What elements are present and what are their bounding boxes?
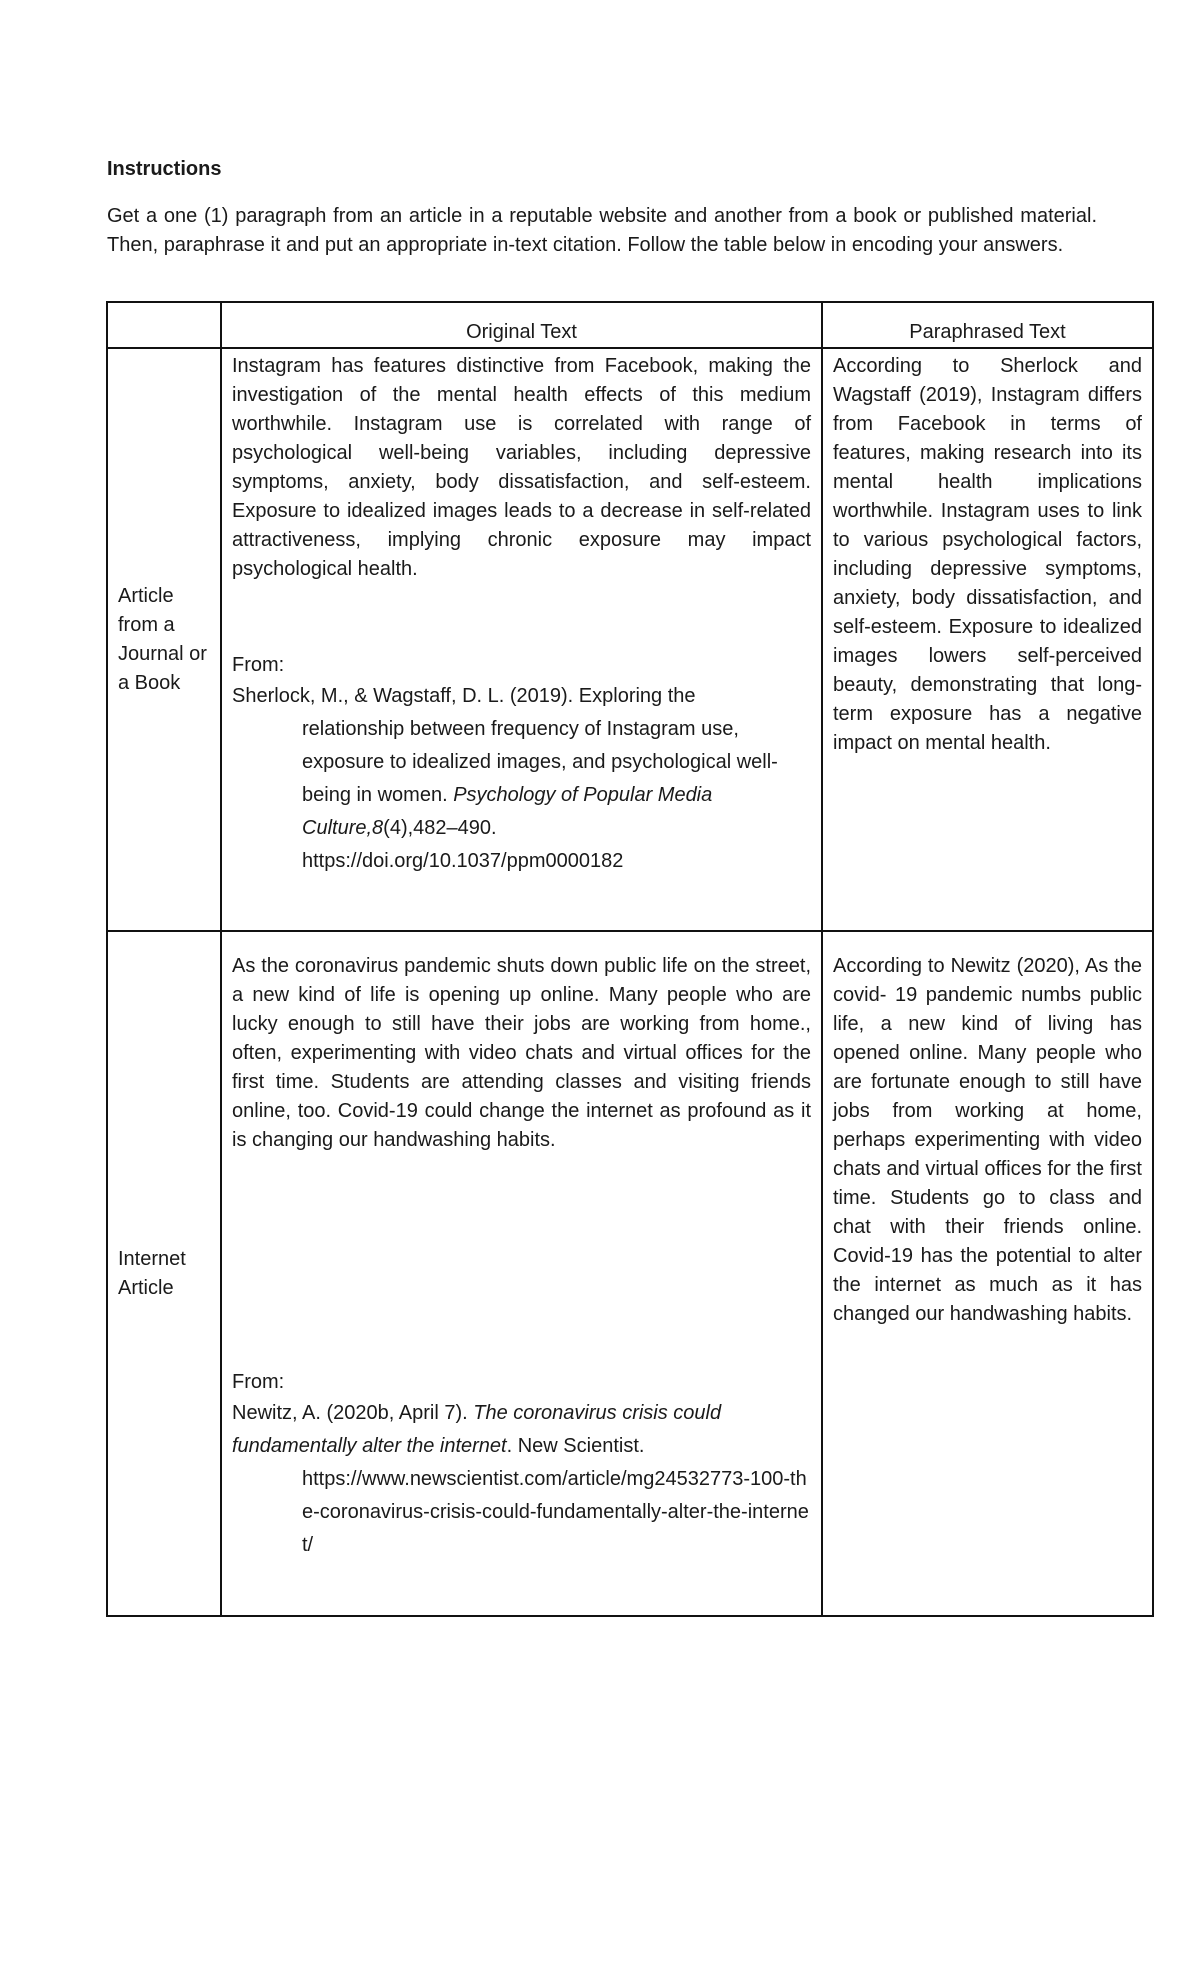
reference-citation [232,1397,811,1562]
paraphrased-text-cell [822,348,1153,931]
header-original-text: Original Text [221,302,822,348]
original-paragraph: Instagram has features distinctive from Facebook, making the investigation of the mental health effects of this medium worthwhile. Instagram use is correlated with range of psychological well-being variables, including depressive symptoms, anxiety, body dissatisfaction, and self-esteem. Exposure to idealized images leads to a decrease in self-related attractiveness, implying chronic exposure may impact psychological health. [232,355,811,580]
row-label-journal-book: Article from a Journal or a Book [107,348,221,931]
table-row [107,348,1153,931]
reference-issue-pages: (4),482–490. [383,817,497,839]
reference-article-title: The coronavirus crisis could fundamentally alter the internet [232,1402,722,1457]
reference-authors-title: Sherlock, M., & Wagstaff, D. L. (2019). Exploring the [232,685,696,707]
original-paragraph: As the coronavirus pandemic shuts down public life on the street, a new kind of life is opening up online. Many people who are lucky enough to still have their jobs are working from home., often, experimenting with video chats and virtual offices for the first time. Students are attending classes and visiting friends online, too. Covid-19 could change the internet as profound as it is changing our handwashing habits. [232,955,811,1151]
header-paraphrased-text: Paraphrased Text [822,302,1153,348]
reference-url-link[interactable]: https://www.newscientist.com/article/mg24532773-100-the-coronavirus-crisis-could-fundamentally-alter-the-internet/ [302,1468,809,1556]
source-block [232,651,811,878]
original-text-cell [221,931,822,1616]
row-label-internet-article: Internet Article [107,931,221,1616]
from-label: From: [232,654,285,676]
paraphrased-paragraph: According to Newitz (2020), As the covid- 19 pandemic numbs public life, a new kind of living has opened online. Many people who are fortunate enough to still have jobs from working at home, perhaps experimenting with video chats and virtual offices for the first time. Students go to class and chat with their friends online. Covid-19 has the potential to alter the internet as much as it has changed our handwashing habits. [833,955,1142,1325]
original-text-cell [221,348,822,931]
source-block [232,1368,811,1562]
table-header-row [107,302,1153,348]
reference-citation [232,680,811,878]
table-row [107,931,1153,1616]
instructions-paragraph: Get a one (1) paragraph from an article in a reputable website and another from a book or published material. Then, paraphrase it and put an appropriate in-text citation. Follow the table below in encoding your answers. [107,205,1097,256]
reference-title-continued: relationship between frequency of Instagram use, exposure to idealized images, and psychological well-being in women. [302,718,778,806]
header-cell-blank [107,302,221,348]
assignment-table [106,301,1154,1617]
instructions-heading: Instructions [107,158,222,180]
reference-author-date: Newitz, A. (2020b, April 7). [232,1402,468,1424]
paraphrased-text-cell [822,931,1153,1616]
reference-publisher: . New Scientist. [506,1435,645,1457]
reference-journal-name: Psychology of Popular Media Culture,8 [302,784,713,839]
reference-doi-link[interactable]: https://doi.org/10.1037/ppm0000182 [302,850,624,872]
paraphrased-paragraph: According to Sherlock and Wagstaff (2019), Instagram differs from Facebook in terms of features, making research into its mental health implications worthwhile. Instagram uses to link to various psychological factors, including depressive symptoms, anxiety, body dissatisfaction, and self-esteem. Exposure to idealized images lowers self-perceived beauty, demonstrating that long-term exposure has a negative impact on mental health. [833,355,1142,754]
from-label: From: [232,1371,285,1393]
